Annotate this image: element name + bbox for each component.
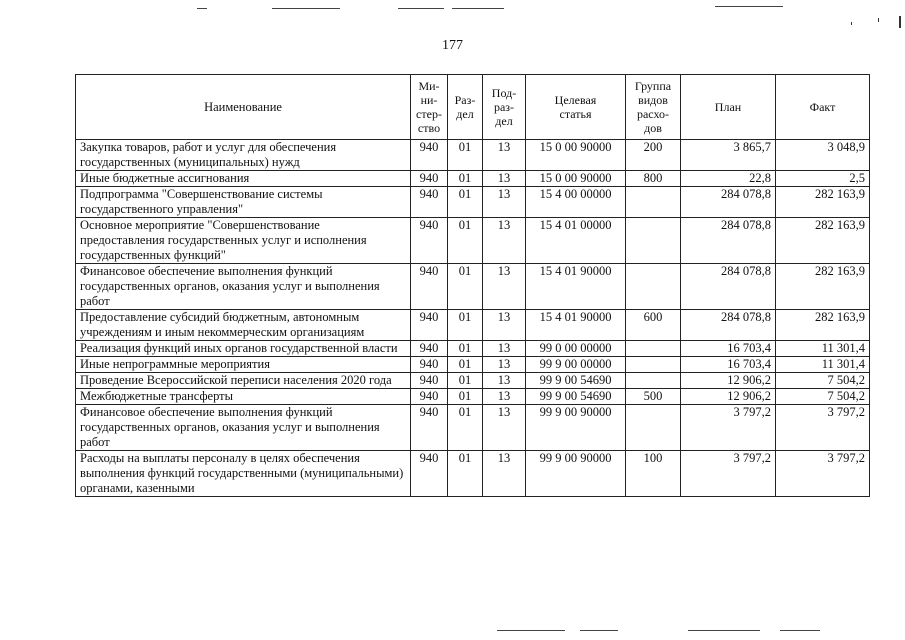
page-number: 177: [442, 38, 463, 53]
cell-fact: 3 797,2: [776, 451, 870, 497]
cell-expense-group: 500: [626, 389, 681, 405]
cell-subsection: 13: [483, 451, 526, 497]
scan-artifact-line: [688, 630, 760, 631]
cell-expense-group: 800: [626, 171, 681, 187]
header-expense-group: Группа видов расхо- дов: [626, 75, 681, 140]
cell-subsection: 13: [483, 405, 526, 451]
cell-target: 99 9 00 54690: [526, 389, 626, 405]
table-row: [76, 218, 870, 264]
scan-artifact-mark: [899, 16, 901, 28]
cell-subsection: 13: [483, 187, 526, 218]
cell-section: 01: [448, 264, 483, 310]
cell-ministry: 940: [411, 357, 448, 373]
cell-target: 99 9 00 00000: [526, 357, 626, 373]
scan-artifact-line: [452, 8, 504, 9]
cell-fact: 7 504,2: [776, 373, 870, 389]
cell-target: 15 4 01 90000: [526, 310, 626, 341]
cell-section: 01: [448, 373, 483, 389]
scan-artifact-line: [497, 630, 565, 631]
header-row: [76, 75, 870, 140]
cell-section: 01: [448, 171, 483, 187]
cell-subsection: 13: [483, 264, 526, 310]
cell-target: 99 0 00 00000: [526, 341, 626, 357]
table-row: [76, 140, 870, 171]
cell-target: 99 9 00 54690: [526, 373, 626, 389]
cell-name: Проведение Всероссийской переписи населения 2020 года: [76, 373, 411, 389]
table-row: [76, 389, 870, 405]
cell-target: 15 4 00 00000: [526, 187, 626, 218]
table-row: [76, 171, 870, 187]
header-fact: Факт: [776, 75, 870, 140]
cell-subsection: 13: [483, 310, 526, 341]
cell-fact: 282 163,9: [776, 187, 870, 218]
cell-plan: 284 078,8: [681, 187, 776, 218]
cell-ministry: 940: [411, 171, 448, 187]
cell-ministry: 940: [411, 405, 448, 451]
cell-expense-group: [626, 264, 681, 310]
cell-plan: 3 865,7: [681, 140, 776, 171]
cell-section: 01: [448, 310, 483, 341]
cell-name: Межбюджетные трансферты: [76, 389, 411, 405]
cell-expense-group: [626, 357, 681, 373]
cell-expense-group: 600: [626, 310, 681, 341]
cell-fact: 7 504,2: [776, 389, 870, 405]
table-row: [76, 357, 870, 373]
cell-fact: 3 797,2: [776, 405, 870, 451]
cell-name: Расходы на выплаты персоналу в целях обеспечения выполнения функций государственными (муниципальными) органами, казенными: [76, 451, 411, 497]
table-row: [76, 405, 870, 451]
cell-section: 01: [448, 357, 483, 373]
table-row: [76, 373, 870, 389]
cell-subsection: 13: [483, 218, 526, 264]
scan-artifact-line: [580, 630, 618, 631]
cell-plan: 22,8: [681, 171, 776, 187]
header-subsection: Под- раз- дел: [483, 75, 526, 140]
table-row: [76, 264, 870, 310]
cell-ministry: 940: [411, 310, 448, 341]
cell-target: 15 4 01 90000: [526, 264, 626, 310]
header-ministry: Ми- ни- стер- ство: [411, 75, 448, 140]
cell-plan: 16 703,4: [681, 341, 776, 357]
table-row: [76, 451, 870, 497]
cell-name: Финансовое обеспечение выполнения функций государственных органов, оказания услуг и выполнения работ: [76, 405, 411, 451]
table-row: [76, 341, 870, 357]
cell-plan: 3 797,2: [681, 451, 776, 497]
cell-name: Предоставление субсидий бюджетным, автономным учреждениям и иным некоммерческим организациям: [76, 310, 411, 341]
header-plan: План: [681, 75, 776, 140]
header-section: Раз- дел: [448, 75, 483, 140]
cell-expense-group: [626, 187, 681, 218]
cell-subsection: 13: [483, 373, 526, 389]
cell-expense-group: [626, 405, 681, 451]
cell-target: 15 0 00 90000: [526, 140, 626, 171]
cell-expense-group: 100: [626, 451, 681, 497]
cell-expense-group: [626, 341, 681, 357]
cell-plan: 12 906,2: [681, 373, 776, 389]
cell-ministry: 940: [411, 389, 448, 405]
cell-ministry: 940: [411, 218, 448, 264]
table-row: [76, 310, 870, 341]
scan-artifact-mark: [878, 18, 879, 22]
scan-artifact-line: [197, 8, 207, 9]
cell-ministry: 940: [411, 341, 448, 357]
cell-expense-group: [626, 373, 681, 389]
cell-plan: 3 797,2: [681, 405, 776, 451]
cell-subsection: 13: [483, 357, 526, 373]
cell-fact: 282 163,9: [776, 264, 870, 310]
cell-section: 01: [448, 341, 483, 357]
cell-target: 15 4 01 00000: [526, 218, 626, 264]
cell-subsection: 13: [483, 140, 526, 171]
cell-section: 01: [448, 187, 483, 218]
scan-artifact-line: [780, 630, 820, 631]
cell-name: Закупка товаров, работ и услуг для обеспечения государственных (муниципальных) нужд: [76, 140, 411, 171]
cell-plan: 16 703,4: [681, 357, 776, 373]
cell-name: Реализация функций иных органов государственной власти: [76, 341, 411, 357]
cell-plan: 284 078,8: [681, 218, 776, 264]
cell-section: 01: [448, 140, 483, 171]
scan-artifact-line: [272, 8, 340, 9]
cell-target: 99 9 00 90000: [526, 451, 626, 497]
cell-name: Подпрограмма "Совершенствование системы государственного управления": [76, 187, 411, 218]
cell-section: 01: [448, 405, 483, 451]
cell-section: 01: [448, 451, 483, 497]
cell-name: Основное мероприятие "Совершенствование предоставления государственных услуг и исполнения государственных функций": [76, 218, 411, 264]
cell-subsection: 13: [483, 341, 526, 357]
cell-fact: 11 301,4: [776, 357, 870, 373]
cell-name: Финансовое обеспечение выполнения функций государственных органов, оказания услуг и выполнения работ: [76, 264, 411, 310]
scan-artifact-line: [715, 6, 783, 7]
cell-target: 99 9 00 90000: [526, 405, 626, 451]
cell-name: Иные непрограммные мероприятия: [76, 357, 411, 373]
cell-section: 01: [448, 218, 483, 264]
cell-fact: 11 301,4: [776, 341, 870, 357]
cell-fact: 3 048,9: [776, 140, 870, 171]
cell-name: Иные бюджетные ассигнования: [76, 171, 411, 187]
table-row: [76, 187, 870, 218]
cell-ministry: 940: [411, 451, 448, 497]
cell-fact: 282 163,9: [776, 218, 870, 264]
cell-ministry: 940: [411, 140, 448, 171]
cell-fact: 282 163,9: [776, 310, 870, 341]
cell-ministry: 940: [411, 187, 448, 218]
cell-expense-group: [626, 218, 681, 264]
cell-section: 01: [448, 389, 483, 405]
budget-table: [75, 74, 870, 497]
cell-target: 15 0 00 90000: [526, 171, 626, 187]
cell-plan: 284 078,8: [681, 264, 776, 310]
cell-ministry: 940: [411, 264, 448, 310]
cell-subsection: 13: [483, 389, 526, 405]
cell-fact: 2,5: [776, 171, 870, 187]
scan-artifact-mark: [851, 22, 852, 25]
cell-plan: 284 078,8: [681, 310, 776, 341]
scan-artifact-line: [398, 8, 444, 9]
cell-subsection: 13: [483, 171, 526, 187]
cell-expense-group: 200: [626, 140, 681, 171]
cell-ministry: 940: [411, 373, 448, 389]
header-target: Целевая статья: [526, 75, 626, 140]
header-name: Наименование: [76, 75, 411, 140]
cell-plan: 12 906,2: [681, 389, 776, 405]
